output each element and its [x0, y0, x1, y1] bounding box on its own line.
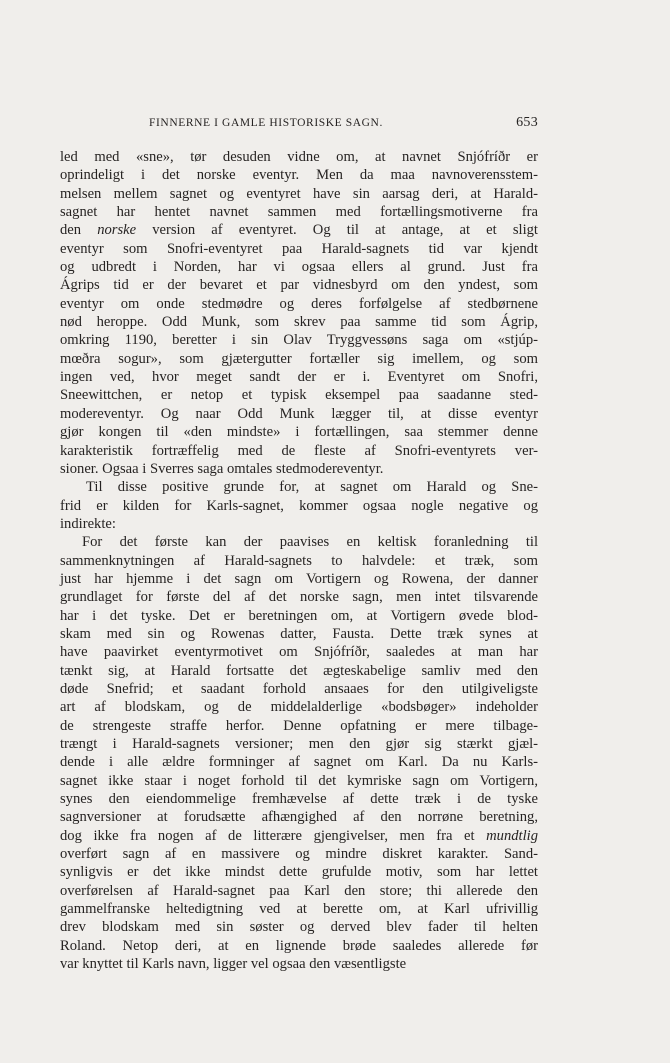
text-line: sagnet har hentet navnet sammen med fortællingsmotiverne fra: [60, 204, 538, 221]
text-line: synes den eiendommelige fremhævelse af dette træk i de tyske: [60, 791, 538, 808]
text-line: ingen ved, hvor meget sandt der er i. Eventyret om Snofri,: [60, 369, 538, 386]
text-line: mœðra sogur», som gjætergutter fortæller sig imellem, og som: [60, 350, 538, 367]
text-line: gammelfranske heltedigtning ved at berette om, at Karl ufrivillig: [60, 901, 538, 918]
text-line: Ágrips tid er der bevaret et par vidnesbyrd om den yndest, som: [60, 277, 538, 294]
text-line: de strengeste straffe herfor. Denne opfatning er mere tilbage-: [60, 717, 538, 734]
text-line: sagnversioner at forudsætte afhængighed af den norrøne beretning,: [60, 809, 538, 826]
body-text: [60, 148, 538, 973]
text-line: sammenknytningen af Harald-sagnets to halvdele: et træk, som: [60, 552, 538, 569]
text-line: synligvis er det ikke mindst dette grufulde motiv, som har lettet: [60, 864, 538, 881]
text-line: overførelsen af Harald-sagnet paa Karl den store; thi allerede den: [60, 882, 538, 899]
text-line: den norske version af eventyret. Og til at antage, at et sligt: [60, 222, 538, 239]
text-line: og udbredt i Norden, har vi ogsaa ellers al grund. Just fra: [60, 259, 538, 276]
text-line: tænkt sig, at Harald fortsatte det ægteskabelige samliv med den: [60, 662, 538, 679]
text-line: drev blodskam med sin søster og derved blev fader til helten: [60, 919, 538, 936]
text-line: Sneewittchen, er netop et typisk eksempel paa saadanne sted-: [60, 387, 538, 404]
text-line: eventyr om onde stedmødre og deres forfølgelse af stedbørnene: [60, 295, 538, 312]
text-line: skam med sin og Rowenas datter, Fausta. Dette træk synes at: [60, 625, 538, 642]
text-line: melsen mellem sagnet og eventyret have sin aarsag deri, at Harald-: [60, 185, 538, 202]
text-line: har i det tyske. Det er beretningen om, at Vortigern øvede blod-: [60, 607, 538, 624]
running-title: FINNERNE I GAMLE HISTORISKE SAGN.: [149, 117, 383, 129]
text-line: dende i alle ældre formninger af sagnet om Karl. Da nu Karls-: [60, 754, 538, 771]
running-header: [60, 114, 538, 134]
text-line: just har hjemme i det sagn om Vortigern og Rowena, der danner: [60, 570, 538, 587]
text-line: eventyr som Snofri-eventyret paa Harald-sagnets tid var kjendt: [60, 240, 538, 257]
text-line: trængt i Harald-sagnets versioner; men den gjør sig stærkt gjæl-: [60, 736, 538, 752]
text-line: led med «sne», tør desuden vidne om, at navnet Snjófríðr er: [60, 149, 538, 165]
text-line: indirekte:: [60, 515, 116, 532]
text-line: have paavirket eventyrmotivet om Snjófríðr, saaledes at man har: [60, 644, 538, 661]
text-line: Roland. Netop deri, at en lignende brøde saaledes allerede før: [60, 937, 538, 954]
text-line: Til disse positive grunde for, at sagnet om Harald og Sne-: [86, 479, 538, 496]
text-line: omkring 1190, beretter i sin Olav Tryggvessøns saga om «stjúp-: [60, 332, 538, 349]
text-line: gjør kongen til «den mindste» i fortællingen, saa stemmer denne: [60, 424, 538, 441]
text-line: art af blodskam, og de middelalderlige «bodsbøger» indeholder: [60, 699, 538, 716]
text-line: grundlaget for første del af det norske sagn, men intet tilsvarende: [60, 589, 538, 606]
text-line: nød heroppe. Odd Munk, som skrev paa samme tid som Ágrip,: [60, 314, 538, 331]
text-line: overført sagn af en massivere og mindre diskret karakter. Sand-: [60, 846, 538, 863]
text-line: sagnet ikke staar i noget forhold til det kymriske sagn om Vortigern,: [60, 772, 538, 789]
text-line: For det første kan der paavises en keltisk foranledning til: [82, 534, 538, 551]
page-number: 653: [516, 115, 538, 130]
text-line: døde Snefrid; et saadant forhold ansaaes for den utilgiveligste: [60, 680, 538, 697]
text-line: karakteristik fortræffelig med de fleste af Snofri-eventyrets ver-: [60, 442, 538, 459]
text-line: modereventyr. Og naar Odd Munk lægger til, at disse eventyr: [60, 405, 538, 422]
text-line: oprindeligt i det norske eventyr. Men da maa navnoverensstem-: [60, 167, 538, 184]
text-line: frid er kilden for Karls-sagnet, kommer ogsaa nogle negative og: [60, 497, 538, 514]
text-line: dog ikke fra nogen af de litterære gjengivelser, men fra et mundtlig: [60, 827, 538, 844]
text-line: sioner. Ogsaa i Sverres saga omtales stedmodereventyr.: [60, 460, 384, 477]
text-line: var knyttet til Karls navn, ligger vel ogsaa den væsentligste: [60, 956, 407, 973]
